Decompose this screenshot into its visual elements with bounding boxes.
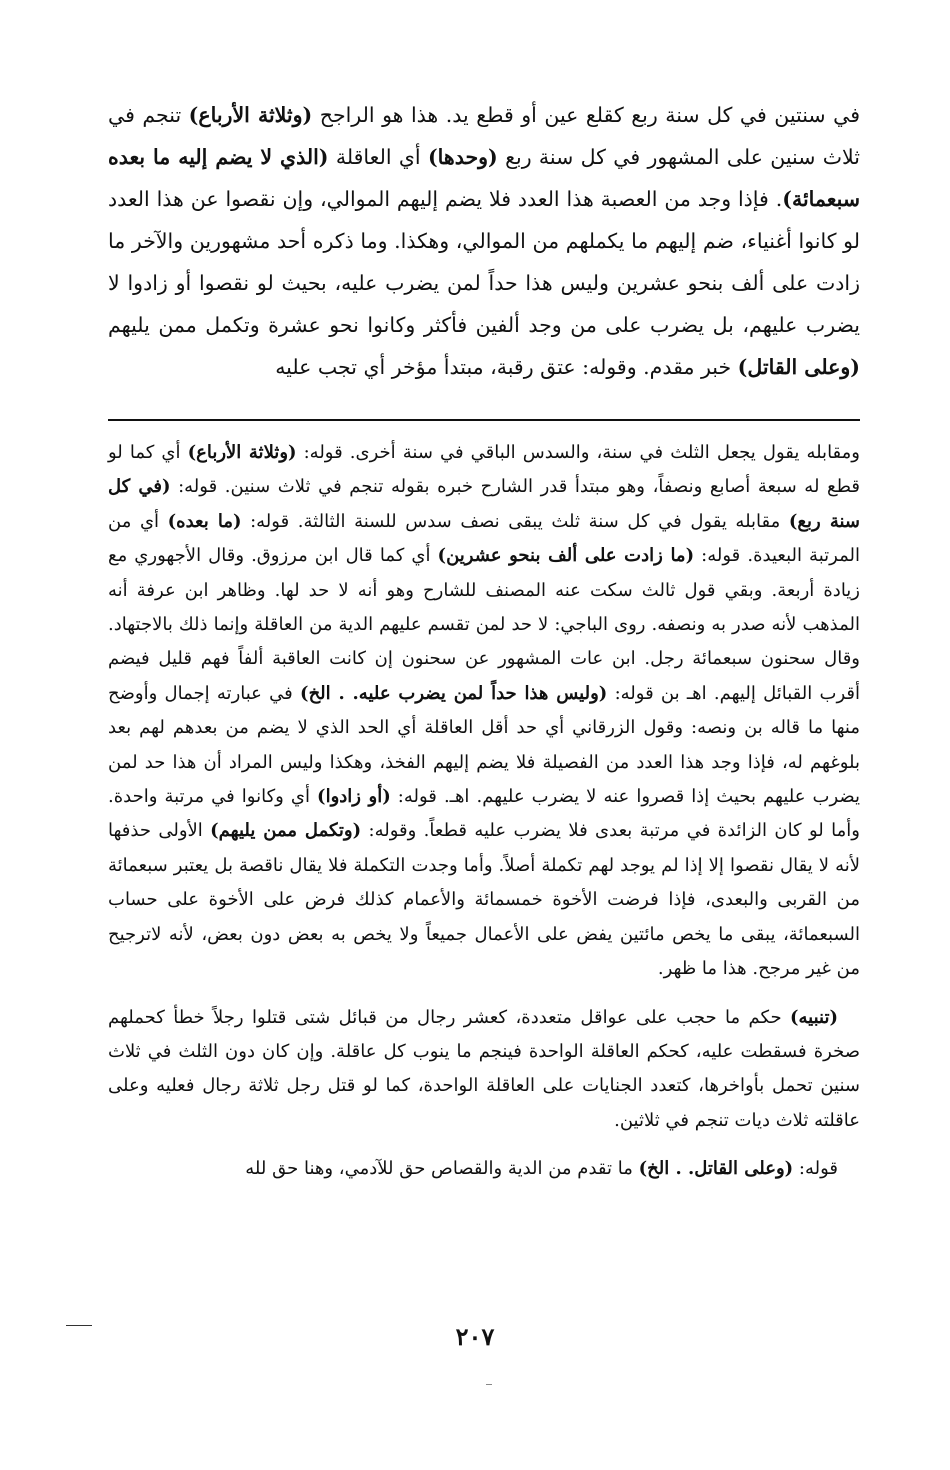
commentary-run: حكم ما حجب على عواقل متعددة، كعشر رجال من قبائل شتى قتلوا رجلاً خطأ كحملهم صخرة فسقطت عليه، كحكم العاقلة الواحدة فينجم ما ينوب كل عاقلة. وإن كان دون الثلث في ثلاث سنين تحمل بأواخرها، كتعدد الجنايات على العاقلة الواحدة، كما لو قتل رجل ثلاثة رجال فعليه وعلى عاقلته ثلاث ديات تنجم في ثلاثين. <box>108 1006 861 1131</box>
main-text-run: أي العاقلة <box>328 145 428 169</box>
page-number: ٢٠٧ <box>455 1322 495 1351</box>
commentary-lemma: (ما بعده) <box>167 510 242 532</box>
commentary-lemma: (وتكمل ممن يليهم) <box>210 820 362 842</box>
commentary-run: أي كما لو قطع له سبعة أصابع ونصفاً، وهو مبتدأ قدر الشارح خبره بقوله تنجم في ثلاث سنين. قوله: <box>108 442 861 498</box>
footer-mark <box>486 1384 492 1385</box>
commentary-run: الأولى حذفها لأنه لا يقال نقصوا إلا إذا لم يوجد لهم تكملة أصلاً. وأما وجدت التكملة فلا يقال ناقصة بل يعتبر سبعمائة من القربى والبعدى، فإذا فرضت الأخوة خمسمائة والأعمام كذلك فرض على الأخوة على حساب السبعمائة، يبقى ما يخص مائتين يفض على الأعمال جميعاً ولا يخص به بعض دون بعض، لأنه لاترجيح من غير مرجح. هذا ما ظهر. <box>108 820 861 980</box>
commentary-run: أي من المرتبة البعيدة. قوله: <box>108 510 860 567</box>
commentary-lemma: (وليس هذا حداً لمن يضرب عليه. . الخ) <box>300 682 608 704</box>
main-text-run: تنجم في ثلاث سنين على المشهور في كل سنة ربع <box>108 103 860 169</box>
main-text-lemma: (وعلى القاتل) <box>737 355 860 379</box>
separator-rule <box>108 419 860 421</box>
commentary-run: أي وكانوا في مرتبة واحدة. وأما لو كان الزائدة في مرتبة بعدى فلا يضرب عليه قطعاً. وقوله: <box>108 786 860 842</box>
commentary-paragraph <box>108 1152 860 1186</box>
main-text-lemma: (وثلاثة الأرباع) <box>188 103 313 127</box>
main-text-block <box>108 94 860 388</box>
note-label: (تنبيه) <box>790 1006 838 1028</box>
commentary-block <box>108 436 860 1187</box>
main-text-run: . فإذا وجد من العصبة هذا العدد فلا يضم إليهم الموالي، وإن نقصوا عن هذا العدد لو كانوا أغنياء، ضم إليهم ما يكملهم من الموالي، وهكذا. وما ذكره أحد مشهورين والآخر ما زادت على ألف بنحو عشرين وليس هذا حداً لمن يضرب عليه، بحيث لو نقصوا أو زادوا لا يضرب عليهم، بل يضرب على من وجد ألفين فأكثر وكانوا نحو عشرة وتكمل ممن يليهم <box>108 187 860 337</box>
main-text-run: في سنتين في كل سنة ربع كقلع عين أو قطع يد. هذا هو الراجح <box>312 103 860 127</box>
commentary-paragraph <box>108 436 860 987</box>
commentary-lemma: (ما زادت على ألف بنحو عشرين) <box>437 545 695 567</box>
commentary-lemma: (أو زادوا) <box>317 786 391 808</box>
main-paragraph <box>108 94 860 388</box>
commentary-run: مقابله يقول في كل سنة ثلث يبقى نصف سدس للسنة الثالثة. قوله: <box>241 510 789 532</box>
commentary-run: ما تقدم من الدية والقصاص حق للآدمي، وهنا حق لله <box>245 1158 639 1180</box>
note-paragraph <box>108 1001 860 1139</box>
commentary-lemma: (وثلاثة الأرباع) <box>187 442 297 463</box>
commentary-run: قوله: <box>793 1158 838 1180</box>
main-text-run: خبر مقدم. وقوله: عتق رقبة، مبتدأ مؤخر أي تجب عليه <box>275 355 738 379</box>
commentary-lemma: (وعلى القاتل. . الخ) <box>638 1158 794 1180</box>
main-text-lemma: (وحدها) <box>427 145 498 169</box>
commentary-lemma: (في كل سنة ربع) <box>108 476 860 532</box>
commentary-run: أي كما قال ابن مرزوق. وقال الأجهوري مع زيادة أربعة. وبقي قول ثالث سكت عنه المصنف للشارح وهو أنه لا حد لها. وظاهر ابن عرفة أنه المذهب لأنه صدر به ونصفه. روى الباجي: لا حد لمن تقسم عليهم الدية من العاقلة وإنما ذلك بالاجتهاد. وقال سحنون سبعمائة رجل. ابن عات المشهور عن سحنون إن كانت العاقبة ألفاً فهم قليل فيضم أقرب القبائل إليهم. اهـ بن قوله: <box>108 545 861 704</box>
main-text-lemma: (الذي لا يضم إليه ما بعده سبعمائة) <box>108 145 860 211</box>
commentary-run: ومقابله يقول يجعل الثلث في سنة، والسدس الباقي في سنة أخرى. قوله: <box>296 442 860 463</box>
commentary-run: في عبارته إجمال وأوضح منها ما قاله بن ونصه: وقول الزرقاني أي حد أقل العاقلة أي الحد الذي لا يضم من بعدهم لهم بعد بلوغهم له، فإذا وجد هذا العدد من الفصيلة فلا يضم إليهم الفخذ، وهكذا وليس المراد أن هذا حد لمن يضرب عليهم بحيث إذا قصروا عنه لا يضرب عليهم. اهـ. قوله: <box>108 682 860 808</box>
